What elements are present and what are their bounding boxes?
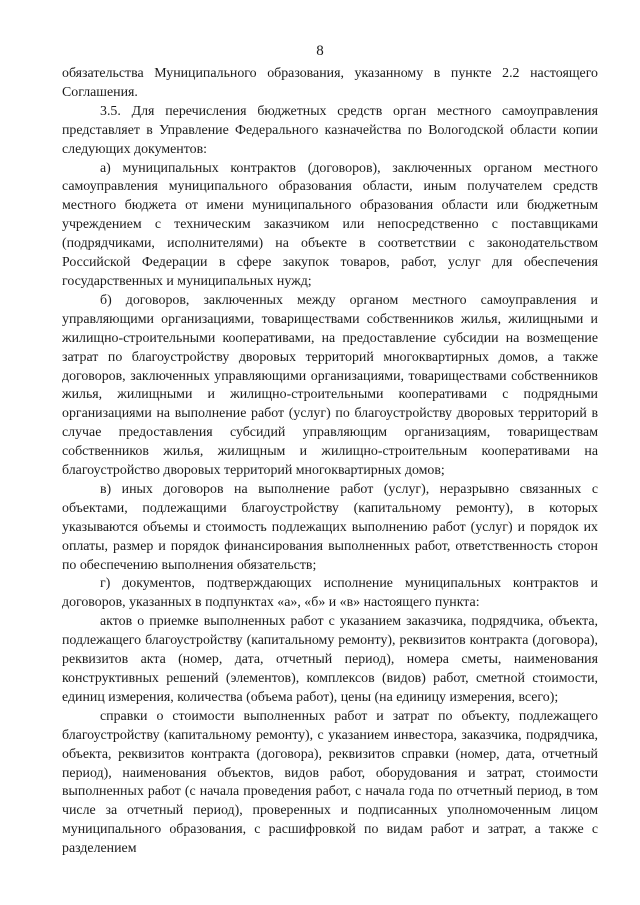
paragraph-3-5: 3.5. Для перечисления бюджетных средств орган местного самоуправления представляет в Управление Федерального казначейства по Вологодской области копии следующих документов: (62, 103, 598, 157)
paragraph-item-b: б) договоров, заключенных между органом местного самоуправления и управляющими организациями, товариществами собственников жилья, жилищными и жилищно-строительными кооперативами, на предоставление субсидии на возмещение затрат по благоустройству дворовых территорий многоквартирных домов, а также договоров, заключенных управляющими организациями, товариществами собственников жилья, жилищными и жилищно-строительными кооперативами с подрядными организациями на выполнение работ (услуг) по благоустройству дворовых территорий в случае предоставления субсидий управляющим организациям, товариществам собственников жилья, жилищным и жилищно-строительным кооперативами на благоустройство дворовых территорий многоквартирных домов; (62, 292, 598, 479)
paragraph-cost-certificate: справки о стоимости выполненных работ и затрат по объекту, подлежащего благоустройству (капитальному ремонту), с указанием инвестора, заказчика, подрядчика, объекта, реквизитов контракта (договора), реквизитов справки (номер, дата, отчетный период), наименования объектов, видов работ, оборудования и затрат, стоимости выполненных работ (с начала проведения работ, с начала года по отчетный период, в том числе за отчетный период), проверенных и подписанных уполномоченным лицом муниципального образования, с расшифровкой по видам работ и затрат, а также с разделением (62, 708, 598, 857)
paragraph-item-a: а) муниципальных контрактов (договоров), заключенных органом местного самоуправления муниципального образования области, иным получателем средств местного бюджета от имени муниципального образования области или бюджетным учреждением с техническим заказчиком или непосредственно с поставщиками (подрядчиками, исполнителями) на объекте в соответствии с законодательством Российской Федерации в сфере закупок товаров, работ, услуг для обеспечения государственных и муниципальных нужд; (62, 160, 598, 289)
paragraph-item-v: в) иных договоров на выполнение работ (услуг), неразрывно связанных с объектами, подлежащими благоустройству (капитальному ремонту), в которых указываются объемы и стоимость подлежащих выполнению работ (услуг) и порядок их оплаты, размер и порядок финансирования выполненных работ, ответственность сторон по обеспечению выполнения обязательств; (62, 481, 598, 573)
paragraph-item-g: г) документов, подтверждающих исполнение муниципальных контрактов и договоров, указанных в подпунктах «а», «б» и «в» настоящего пункта: (62, 576, 598, 611)
paragraph-continuation: обязательства Муниципального образования, указанному в пункте 2.2 настоящего Соглашения. (62, 66, 598, 100)
paragraph-acts: актов о приемке выполненных работ с указанием заказчика, подрядчика, объекта, подлежащего благоустройству (капитальному ремонту), реквизитов контракта (договора), реквизитов акта (номер, дата, отчетный период), номера сметы, наименования конструктивных решений (элементов), комплексов (видов) работ, сметной стоимости, единиц измерения, количества (объема работ), цены (на единицу измерения, всего); (62, 614, 598, 705)
document-body (62, 65, 598, 859)
page-number: 8 (316, 43, 324, 59)
